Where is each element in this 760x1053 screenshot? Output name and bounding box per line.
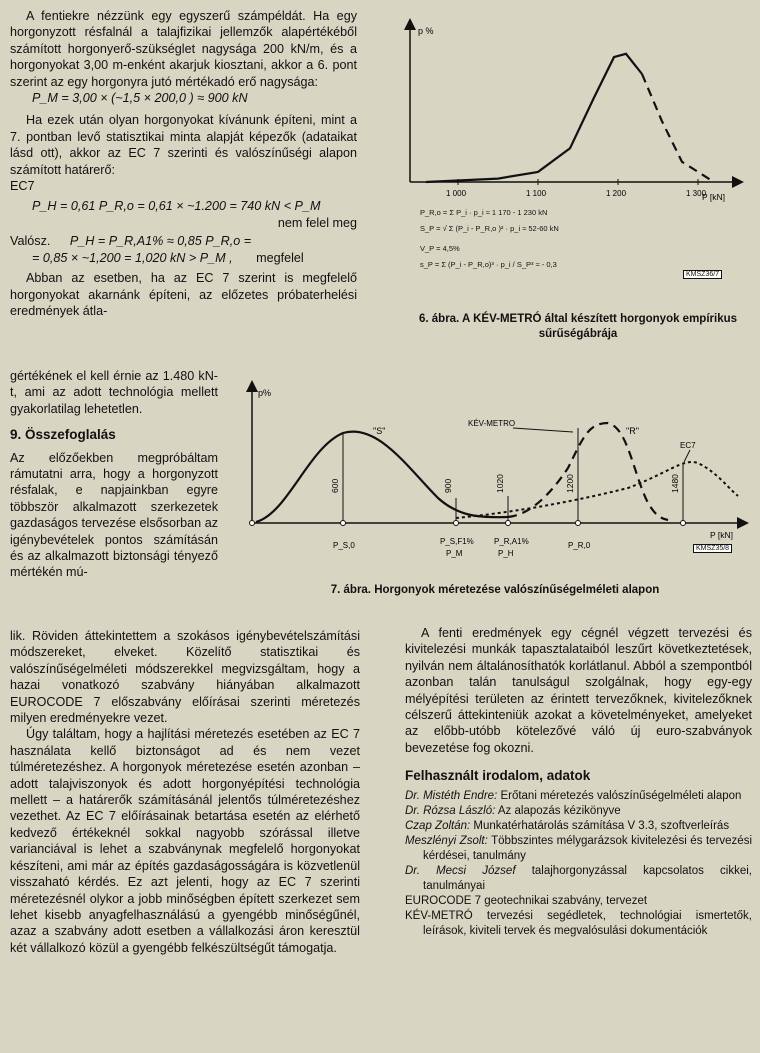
- reference-item: [405, 834, 752, 864]
- note-megfelel: megfelel: [256, 250, 304, 265]
- label-ec7: EC7: [680, 441, 696, 450]
- tick-pm: P_M: [446, 549, 463, 558]
- reference-title: Erőtani méretezés valószínűségelméleti alapon: [497, 789, 742, 802]
- reference-title: Többszintes mélygarázsok kivitelezési és tervezési kérdései, tanulmány: [423, 834, 753, 862]
- x-axis-label: P [kN]: [710, 530, 733, 540]
- tick-psf: P_S,F1%: [440, 537, 474, 546]
- value-label: 600: [330, 478, 340, 493]
- figure-7-plot: [228, 378, 753, 578]
- narrow-text-block: [10, 368, 218, 581]
- figure-6-plot: [398, 12, 748, 282]
- paragraph: Úgy találtam, hogy a hajlítási méretezés esetében az EC 7 használata kellő biztonságot ad és nem vezet túlméretezéshez. A horgonyok méretezése esetén azonban – adott talajviszonyok és adott horgonyépítési technológia mellett – a határerők számításánál jelentős túlméretezéshez vezethet. Az EC 7 előírásainak betartása esetén az elérhető kedvező értékeknél sokkal nagyobb szórással illetve varianciával is lehet a szabványnak megfelelő horgonyokat készíteni, ami már az építés gazdaságosságára is közvetlenül visszaható kérdés. Ez azt jelenti, hogy az EC 7 szerinti méretezésnél olykor a jobb minőségben épített szerkezet sem lehet kisebb anyagfelhasználású a gyengébb minőségűnél, azaz a szabvány adott esetben a vállalkozási áron keresztül két vállalkozó közül a gyengébb felkészültségűt támogatja.: [10, 727, 360, 955]
- x-tick-label: 1 200: [606, 189, 627, 198]
- reference-author: Czap Zoltán:: [405, 819, 471, 832]
- curve-s: [256, 432, 508, 522]
- x-tick-label: 1 000: [446, 189, 467, 198]
- reference-author: Dr. Mistéth Endre:: [405, 789, 498, 802]
- density-curve: [426, 54, 642, 182]
- paragraph: A fentiekre nézzünk egy egyszerű számpéldát. Ha egy horgonyzott résfalnál a talajfizikai jellemzők alapértékéből számított horgonyerő-szükséglet nagysága 200 kN/m, és a horgonyokat 3,00 m-enként akarjuk kiosztani, akkor a 6. pont szerint az egy horgonyra jutó mértékadó erő nagysága:: [10, 9, 357, 89]
- density-curve-tail: [642, 74, 714, 182]
- reference-title: Az alapozás kézikönyve: [495, 804, 621, 817]
- value-label: 1200: [565, 474, 575, 493]
- equation-ph-ec7: P_H = 0,61 P_R,o = 0,61 × ~1.200 = 740 kN < P_M: [32, 199, 321, 214]
- label-kev-metro: KÉV-METRO: [468, 419, 516, 428]
- y-axis-label: p %: [418, 26, 434, 36]
- reference-title: Munkatérhatárolás számítása V 3.3, szoftverleírás: [470, 819, 730, 832]
- reference-author: Dr. Rózsa László:: [405, 804, 496, 817]
- tick-ps0: P_S,0: [333, 541, 355, 550]
- conclusion-text-block: [405, 625, 752, 939]
- label-r: "R": [626, 426, 639, 436]
- x-tick-label: 1 300: [686, 189, 707, 198]
- paragraph: Ha ezek után olyan horgonyokat kívánunk építeni, mint a 7. pontban levő statisztikai minta alapját képezők (adataikat lásd ott), akkor az EC 7 szerinti és valószínűségi alapon számított határerő:: [10, 113, 357, 177]
- paragraph: Az előzőekben megpróbáltam rámutatni arra, hogy a horgonyzott résfalak, e napjainkban egyre többször alkalmazott szerkezetek gazdaságos tervezése elsősorban az igénybevételek pontos számításán és az alkalmazott biztonsági tényező mértékén mú-: [10, 450, 218, 580]
- figure-badge: KMSZ35/8: [693, 544, 732, 553]
- summary-text-block: [10, 628, 360, 956]
- equation: P_H = P_R,A1% ≈ 0,85 P_R,o =: [69, 234, 252, 249]
- reference-title: talajhorgonyzással kapcsolatos cikkei, tanulmányai: [423, 864, 752, 892]
- paragraph: lik. Röviden áttekintettem a szokásos igénybevételszámítási módszereket, elveket. Közelítő statisztikai és valószínűségelméleti módszerekkel megvizsgáltam, hogy a hazai vonatkozó szabvány hiányában alkalmazott EUROCODE 7 előszabvány előírásai szerinti méretezés milyen eredményekre vezet.: [10, 629, 360, 726]
- curve-kev-metro: [508, 423, 668, 520]
- reference-title: KÉV-METRÓ tervezési segédletek, technológiai ismertetők, leírások, kiviteli tervek és megvalósulási dokumentációk: [405, 909, 752, 937]
- reference-item: [405, 864, 752, 894]
- x-tick-label: 1 100: [526, 189, 547, 198]
- formula-sp: S_P = √ Σ (P_i - P_R,o )² · p_i ≈ 52-60 kN: [420, 224, 559, 233]
- figure-badge: KMSZ36/7: [683, 270, 722, 279]
- tick-pr0: P_R,0: [568, 541, 591, 550]
- formula-pro: P_R,o = Σ P_i · p_i ≈ 1 170 - 1 230 kN: [420, 208, 548, 217]
- reference-author: Dr. Mecsi József: [405, 864, 516, 877]
- equation-pm: P_M = 3,00 × (~1,5 × 200,0 ) ≈ 900 kN: [32, 91, 248, 106]
- figure-7: [228, 378, 753, 578]
- paragraph: Abban az esetben, ha az EC 7 szerint is megfelelő horgonyokat akarnánk építeni, az előzetes próbaterhelési eredmények átla-: [10, 271, 357, 318]
- paragraph: A fenti eredmények egy cégnél végzett tervezési és kivitelezési munkák tapasztalataiból leszűrt következtetések, nyilván nem általánosíthatók korlátlanul. Abból a szempontból azonban talán tanulságul szolgálnak, hogy egy-egy mélyépítési területen az érintett tervezőknek, kivitelezőknek célszerű áttekinteniük azokat a követelményeket, amelyeket az előbb-utóbb kötelezővé váló új euro-szabványok bevezetése fog okozni.: [405, 626, 752, 755]
- reference-item: [405, 789, 752, 804]
- label-ec7: EC7: [10, 179, 35, 194]
- equation-result: [10, 250, 357, 266]
- figure-6: [398, 12, 748, 282]
- equation-ph-valosz: [10, 233, 357, 249]
- value-label: 1020: [495, 474, 505, 493]
- tick-pra: P_R,A1%: [494, 537, 529, 546]
- reference-item: [405, 894, 752, 909]
- formula-vp: V_P = 4,5%: [420, 244, 460, 253]
- reference-title: EUROCODE 7 geotechnikai szabvány, tervezet: [405, 894, 648, 907]
- reference-author: Meszlényi Zsolt:: [405, 834, 488, 847]
- figure-7-caption: 7. ábra. Horgonyok méretezése valószínűségelméleti alapon: [330, 584, 660, 596]
- paragraph: gértékének el kell érnie az 1.480 kN-t, ami az adott technológia mellett gyakorlatilag lehetetlen.: [10, 369, 218, 416]
- equation: = 0,85 × ~1,200 = 1,020 kN > P_M ,: [32, 250, 233, 265]
- references-heading: Felhasznált irodalom, adatok: [405, 768, 591, 784]
- label-s: "S": [373, 426, 386, 436]
- x-axis-label: P [kN]: [702, 192, 725, 202]
- y-axis-label: p%: [258, 388, 272, 398]
- section-heading: 9. Összefoglalás: [10, 427, 116, 443]
- reference-item: [405, 804, 752, 819]
- figure-6-caption: 6. ábra. A KÉV-METRÓ által készített horgonyok empírikus sűrűségábrája: [418, 313, 738, 340]
- tick-ph: P_H: [498, 549, 514, 558]
- reference-item: [405, 909, 752, 939]
- reference-item: [405, 819, 752, 834]
- formula-skew: s_P = Σ (P_i - P_R,o)³ · p_i / S_P³ ≈ - 0,3: [420, 260, 557, 269]
- value-label: 1480: [670, 474, 680, 493]
- note-nem-felel-meg: nem felel meg: [277, 215, 357, 230]
- value-label: 900: [443, 478, 453, 493]
- references-list: [405, 789, 752, 939]
- label-valosz: Valósz.: [10, 234, 51, 249]
- intro-text-block: [10, 8, 357, 319]
